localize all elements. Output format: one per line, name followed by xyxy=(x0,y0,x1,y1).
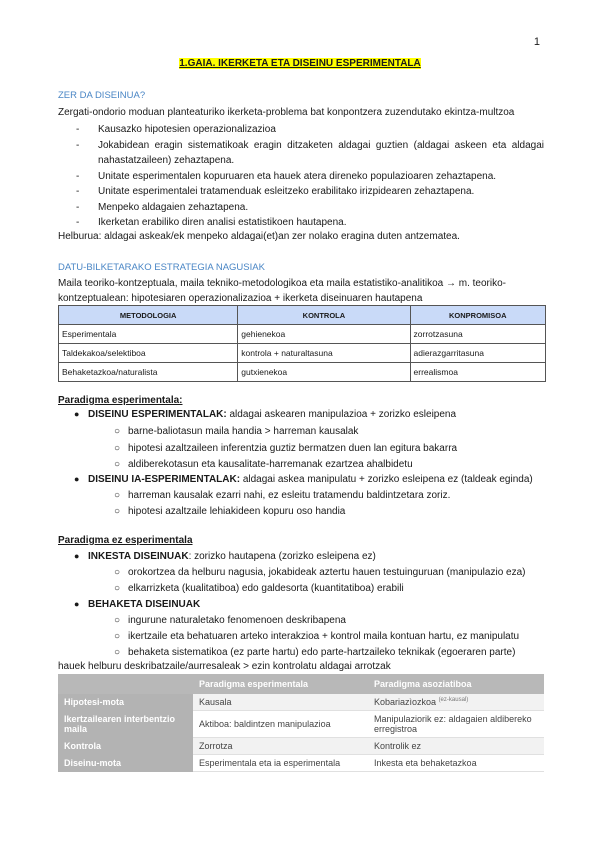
list-item: - Unitate esperimentalen kopuruaren eta hauek atera direneko populazioaren zehaztapena. xyxy=(76,170,497,182)
row-header: Kontrola xyxy=(58,738,193,755)
design-survey: ● INKESTA DISEINUAK: zorizko hautapena (zorizko esleipena ez) xyxy=(74,551,376,562)
bullet-icon: ● xyxy=(74,474,80,484)
list-item: - Kausazko hipotesien operazionalizazioa xyxy=(76,124,276,135)
table-cell: adierazgarritasuna xyxy=(410,344,545,363)
paradigm-nonexperimental-heading: Paradigma ez esperimentala xyxy=(58,535,193,546)
list-item: ○ orokortzea da helburu nagusia, jokabideak aztertu hauen testuinguruan (manipulazio eza) xyxy=(114,567,526,578)
list-item: - Jokabidean eragin sistematikoak eragin ditzaketen aldagai guztien (aldagai askeen eta aldagai nahastatzaileen) zehaztapena. xyxy=(76,139,544,166)
circle-bullet-icon: ○ xyxy=(114,506,121,517)
table-cell: Behaketazkoa/naturalista xyxy=(59,363,238,382)
table-row xyxy=(59,325,546,344)
list-item: ○ ikertzaile eta behatuaren arteko interakzioa + kontrol maila kontuan hartu, ez manipulatu xyxy=(114,631,520,642)
bullet-icon: ● xyxy=(74,599,80,609)
list-item: ○ harreman kausalak ezarri nahi, ez esleitu tratamendu baldintzetara zoriz. xyxy=(114,490,451,501)
list-item: ○ barne-baliotasun maila handia > harreman kausalak xyxy=(114,426,359,437)
table-cell: Kontrolik ez xyxy=(368,738,544,755)
table-cell: kontrola + naturaltasuna xyxy=(238,344,410,363)
table-cell: Inkesta eta behaketazkoa xyxy=(368,755,544,772)
table-cell: gutxienekoa xyxy=(238,363,410,382)
table-row xyxy=(58,694,544,711)
table-cell: errealismoa xyxy=(410,363,545,382)
table-cell: Esperimentala xyxy=(59,325,238,344)
circle-bullet-icon: ○ xyxy=(114,647,121,658)
design-quasi-experimental: ● DISEINU IA-ESPERIMENTALAK: aldagai askea manipulatu + zorizko esleipena ez (taldeak eginda) xyxy=(74,474,533,485)
circle-bullet-icon: ○ xyxy=(114,443,121,454)
strategies-intro-2: kontzeptualean: hipotesiaren operazionalizazioa + ikerketa diseinuaren hautapena xyxy=(58,293,423,304)
list-item: - Ikerketan erabiliko diren analisi estatistikoen hautapena. xyxy=(76,217,347,228)
table-cell: Taldekakoa/selektiboa xyxy=(59,344,238,363)
table-cell: Kausala xyxy=(193,694,368,711)
table-row xyxy=(59,363,546,382)
methodology-table xyxy=(58,305,546,382)
table-cell: zorrotzasuna xyxy=(410,325,545,344)
circle-bullet-icon: ○ xyxy=(114,567,121,578)
circle-bullet-icon: ○ xyxy=(114,631,121,642)
table-header: KONPROMISOA xyxy=(410,306,545,325)
row-header: Ikertzailearen interbentzio maila xyxy=(58,711,193,738)
table-row xyxy=(58,755,544,772)
bullet-icon: ● xyxy=(74,409,80,419)
page-title: 1.GAIA. IKERKETA ETA DISEINU ESPERIMENTALA xyxy=(179,58,421,69)
section-heading-strategies: DATU-BILKETARAKO ESTRATEGIA NAGUSIAK xyxy=(58,262,265,273)
paradigm-experimental-heading: Paradigma esperimentala: xyxy=(58,395,183,406)
list-item: - Menpeko aldagaien zehaztapena. xyxy=(76,201,249,213)
table-header: METODOLOGIA xyxy=(59,306,238,325)
circle-bullet-icon: ○ xyxy=(114,583,121,594)
row-header: Diseinu-mota xyxy=(58,755,193,772)
table-header: Paradigma esperimentala xyxy=(193,674,368,694)
table-cell: Aktiboa: baldintzen manipulazioa xyxy=(193,711,368,738)
list-item: ○ ingurune naturaletako fenomenoen deskribapena xyxy=(114,615,346,626)
row-header: Hipotesi-mota xyxy=(58,694,193,711)
circle-bullet-icon: ○ xyxy=(114,426,121,437)
design-intro: Zergati-ondorio moduan planteaturiko ikerketa-problema bat konpontzera zuzendutako ekintza-multzoa xyxy=(58,107,515,118)
circle-bullet-icon: ○ xyxy=(114,615,121,626)
table-header xyxy=(58,674,193,694)
design-list xyxy=(76,122,544,231)
observation-trailing: hauek helburu deskribatzaile/aurresaleak > ezin kontrolatu aldagai arrotzak xyxy=(58,661,391,672)
list-item: ○ elkarrizketa (kualitatiboa) edo galdesorta (kuantitatiboa) erabili xyxy=(114,583,404,594)
table-row xyxy=(59,344,546,363)
strategies-intro-1: Maila teoriko-kontzeptuala, maila tekniko-metodologikoa eta maila estatistiko-analitikoa → m. teoriko- xyxy=(58,278,506,289)
circle-bullet-icon: ○ xyxy=(114,490,121,501)
list-item: ○ hipotesi azaltzaile lehiakideen kopuru oso handia xyxy=(114,506,346,517)
table-cell: Kobariazìozkoa $^{(ez-kausal)}$ xyxy=(368,694,544,711)
bullet-icon: ● xyxy=(74,551,80,561)
table-cell: gehienekoa xyxy=(238,325,410,344)
design-observation: ● BEHAKETA DISEINUAK xyxy=(74,599,201,610)
table-row xyxy=(58,711,544,738)
table-header: Paradigma asoziatiboa xyxy=(368,674,544,694)
list-item: - Unitate esperimentalei tratamenduak esleitzeko erabilitako irizpidearen zehaztapena. xyxy=(76,186,475,197)
design-experimental: ● DISEINU ESPERIMENTALAK: aldagai askearen manipulazioa + zorizko esleipena xyxy=(74,409,457,420)
list-item: ○ hipotesi azaltzaileen inferentzia guztiz bermatzen duen lan egitura bakarra xyxy=(114,443,458,454)
list-item: ○ aldiberekotasun eta kausalitate-harremanak ezartzea ahalbidetu xyxy=(114,459,413,470)
table-header: KONTROLA xyxy=(238,306,410,325)
table-row xyxy=(58,738,544,755)
comparison-table xyxy=(58,674,544,772)
table-cell: Esperimentala eta ia esperimentala xyxy=(193,755,368,772)
table-cell: Zorrotza xyxy=(193,738,368,755)
table-cell: Manipulaziorik ez: aldagaien aldibereko erregistroa xyxy=(368,711,544,738)
list-item: ○ behaketa sistematikoa (ez parte hartu) edo parte-hartzaileko teknikak (egoeraren parte) xyxy=(114,647,516,658)
circle-bullet-icon: ○ xyxy=(114,459,121,470)
design-goal: Helburua: aldagai askeak/ek menpeko aldagai(et)an zer nolako eragina duten antzematea. xyxy=(58,231,460,242)
section-heading-design: ZER DA DISEINUA? xyxy=(58,90,146,101)
page-number: 1 xyxy=(533,36,540,48)
